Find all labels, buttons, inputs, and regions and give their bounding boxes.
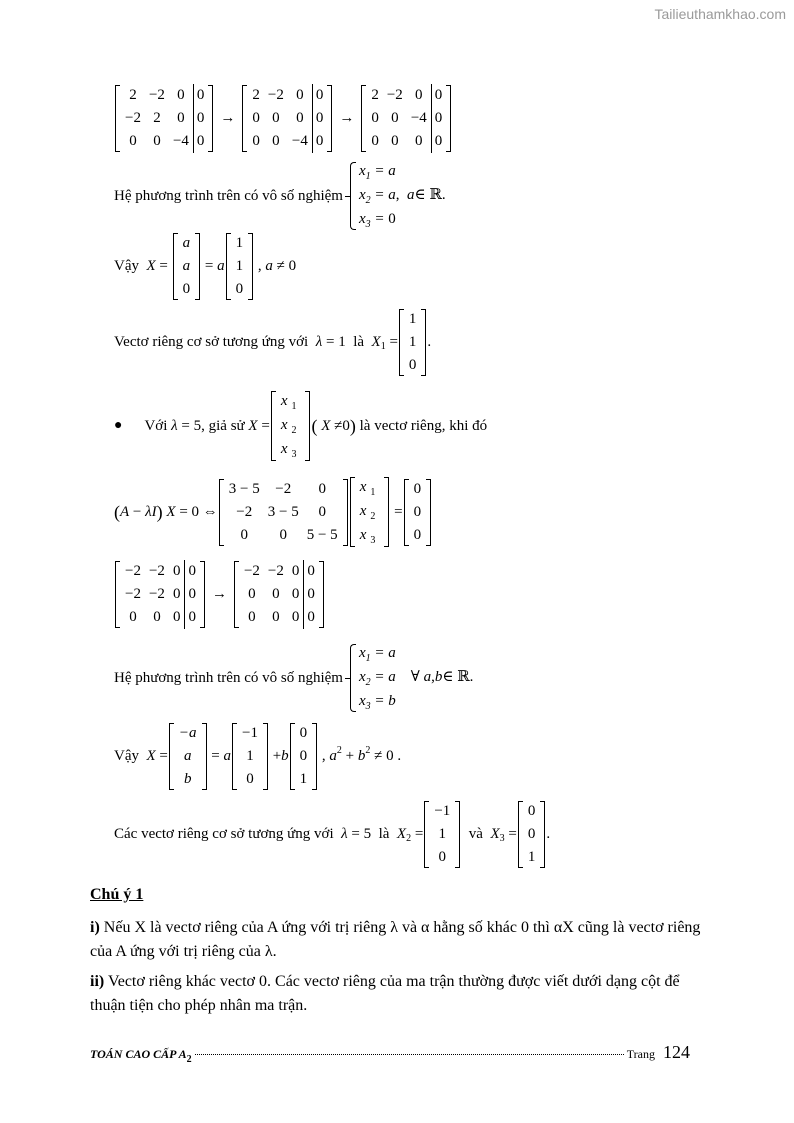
basis-lambda1: Vectơ riêng cơ sở tương ứng với λ = 1 là X 1 = 1 1 0 . (114, 308, 431, 377)
basis-lambda5: Các vectơ riêng cơ sở tương ứng với λ = 5 là X 2 = −1 1 0 và X 3 = 0 0 1 . (114, 800, 550, 869)
page-footer (90, 1042, 690, 1063)
note-i-label: i) (90, 919, 100, 936)
reduction-lambda5: −2 −2 0 0 −2 −2 0 0 0 0 0 0 → −2 −2 0 0 0 0 0 0 0 0 0 0 (114, 560, 325, 629)
reduction-lambda1: 2 −2 0 0 −2 2 0 0 0 0 −4 0 → 2 −2 0 0 0 0 0 0 0 0 −4 0 → 2 −2 0 0 0 0 −4 0 0 0 0 0 (114, 84, 452, 153)
note-i (90, 916, 708, 964)
footer-page-label: Trang (626, 1047, 655, 1061)
note-title: Chú ý 1 (90, 886, 144, 903)
vector-x-lambda5: Vậy X = −a a b = a −1 1 0 + b 0 0 1 , a 2 + b 2 ≠ 0 . (114, 722, 401, 791)
note-ii-text: Vectơ riêng khác vectơ 0. Các vectơ riêng của ma trận thường được viết dưới dạng cột để thuận tiện cho phép nhân ma trận. (90, 973, 680, 1014)
footer-page-number: 124 (663, 1042, 690, 1062)
note-ii (90, 970, 708, 1018)
solution-system-2: Hệ phương trình trên có vô số nghiệm $x_1 = a$ $x_2 = a$ ∀ a,b∈ ℝ. $x_3 = b$ (114, 642, 475, 714)
watermark: Tailieuthamkhao.com (654, 6, 786, 22)
footer-title: TOÁN CAO CẤP $A_2$ (90, 1047, 192, 1065)
note-ii-label: ii) (90, 973, 105, 990)
solution-system-1: Hệ phương trình trên có vô số nghiệm $x_1 = a$ $x_2 = a$, a∈ ℝ. $x_3 = 0$ (114, 160, 448, 232)
characteristic-equation: ( A − λI ) X = 0 ⇔ 3 − 5 −2 0 −2 3 − 5 0 0 0 5 − 5 x $_1$ x $_2$ x $_3$ = 0 0 0 (114, 476, 432, 548)
vector-x-lambda1: Vậy X = a a 0 = a 1 1 0 , a ≠ 0 (114, 232, 296, 301)
note-i-text: Nếu X là vectơ riêng của A ứng với trị riêng λ và α hằng số khác 0 thì αX cũng là vectơ riêng của A ứng với trị riêng của λ. (90, 919, 701, 960)
case-lambda5: ● Với λ = 5 , giả sử X = x $_1$ x $_2$ x $_3$ ( X ≠0 ) là vectơ riêng, khi đó (114, 390, 487, 462)
